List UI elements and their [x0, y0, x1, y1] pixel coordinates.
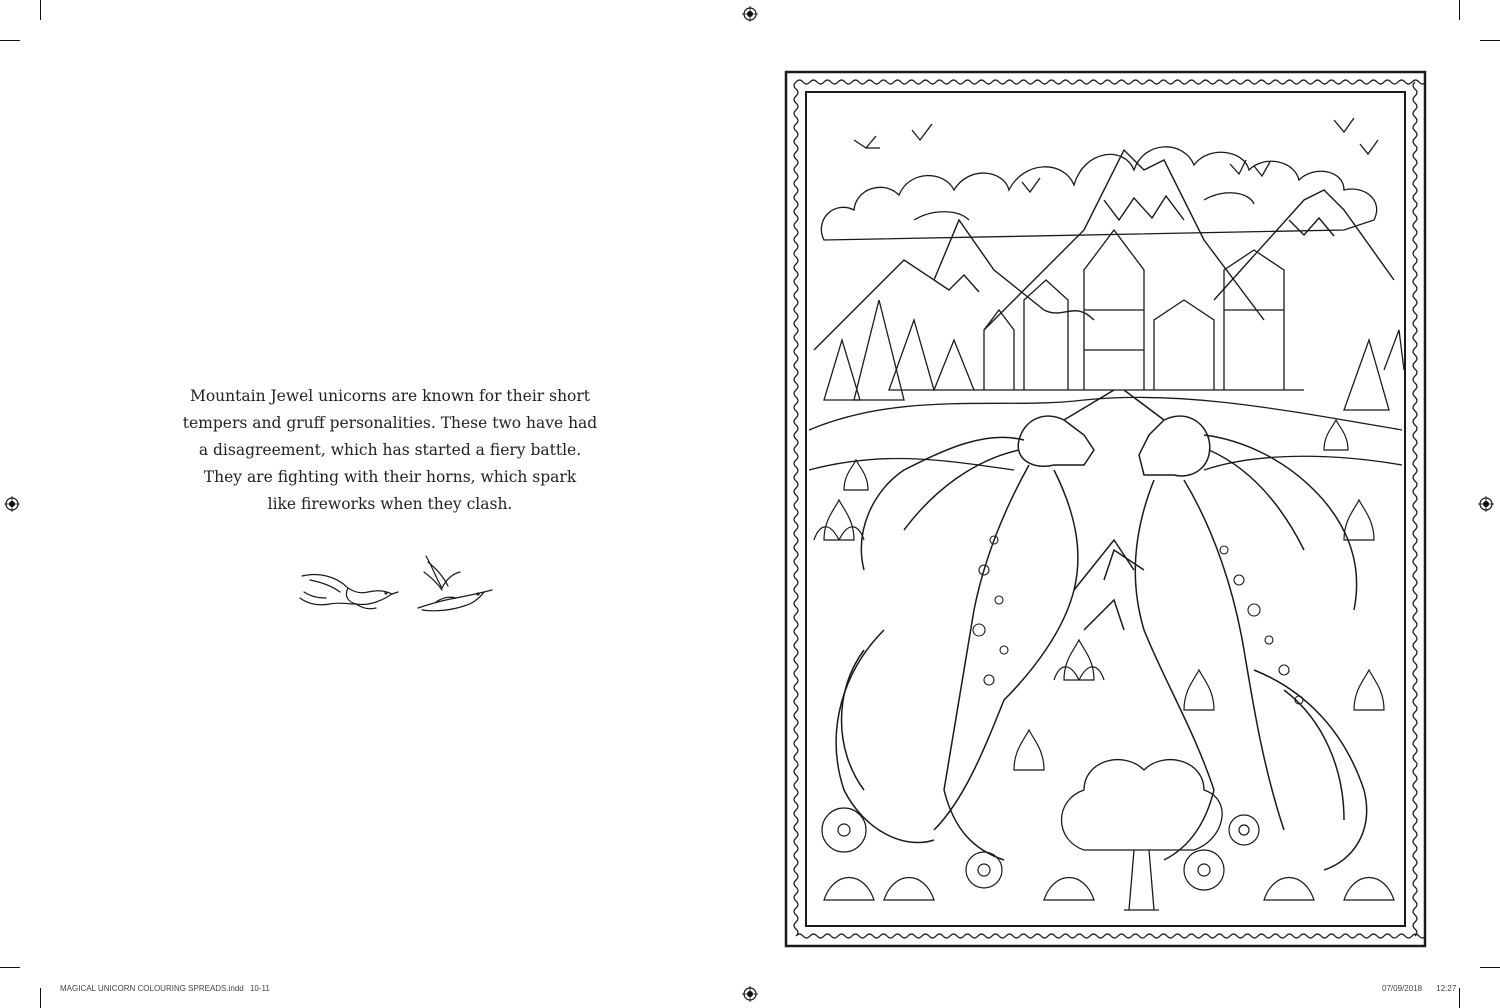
bird-left-icon [300, 575, 398, 609]
story-text [180, 383, 600, 518]
foreground-leaves [824, 878, 1394, 901]
clouds [821, 147, 1376, 240]
slug-time-text: 12:27 [1436, 984, 1457, 993]
story-line-5: like fireworks when they clash. [267, 495, 513, 513]
bird-right-icon [418, 556, 492, 611]
front-tree [1062, 760, 1223, 910]
story-line-3: a disagreement, which has started a fiery battle. [198, 441, 582, 459]
slug-date-text: 07/09/2018 [1382, 984, 1423, 993]
daisy-flowers [822, 808, 1259, 890]
slug-pages-text: 10-11 [249, 984, 270, 993]
unicorn-spots [973, 536, 1303, 704]
hills [809, 397, 1402, 470]
slug-file-name-text: MAGICAL UNICORN COLOURING SPREADS.indd [60, 984, 244, 993]
story-line-2: tempers and gruff personalities. These two have had [182, 414, 598, 432]
unicorn-left [836, 390, 1134, 860]
story-line-1: Mountain Jewel unicorns are known for their short [189, 387, 591, 405]
mountains [814, 150, 1394, 350]
slug-file-name [60, 984, 270, 993]
birds-illustration [296, 552, 496, 614]
unicorn-colouring-artwork [784, 70, 1427, 948]
pine-trees [824, 300, 1404, 410]
story-line-4: They are fighting with their horns, which spark [203, 468, 577, 486]
slug-date-time [1382, 984, 1456, 993]
